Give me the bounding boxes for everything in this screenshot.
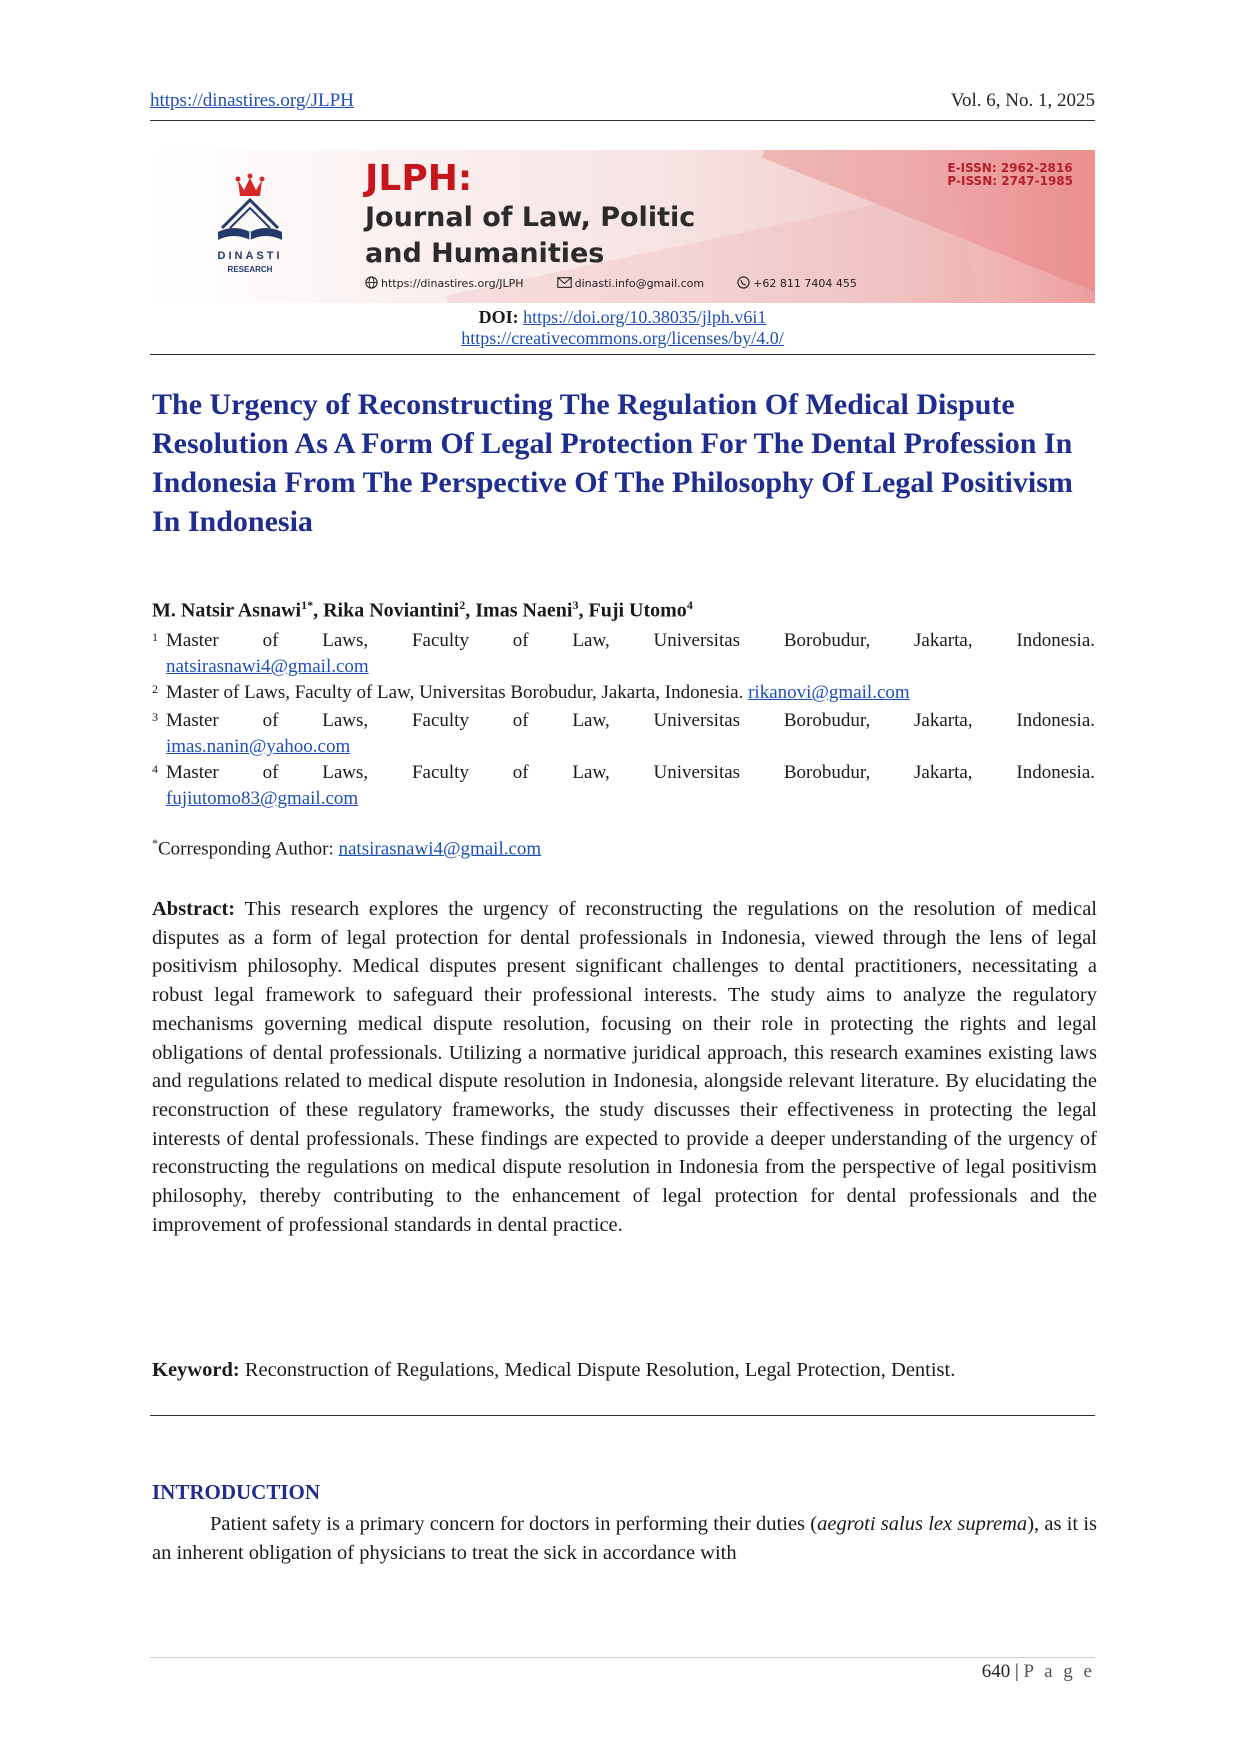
- divider: [150, 1415, 1095, 1416]
- banner-website: https://dinastires.org/JLPH: [381, 277, 524, 290]
- keywords: [152, 1356, 1097, 1385]
- footer-separator: |: [1014, 1661, 1019, 1682]
- journal-banner: [150, 150, 1095, 303]
- affiliation-email[interactable]: rikanovi@gmail.com: [748, 682, 910, 703]
- author-sup: 2: [459, 598, 466, 612]
- intro-text: Patient safety is a primary concern for doctors in performing their duties (: [210, 1513, 818, 1535]
- volume-info: Vol. 6, No. 1, 2025: [950, 90, 1095, 111]
- affiliation-number: 3: [152, 710, 158, 724]
- affiliation-number: 2: [152, 682, 158, 696]
- journal-abbreviation: JLPH:: [365, 158, 473, 199]
- page-number: 640: [981, 1661, 1011, 1682]
- doi-label: DOI:: [478, 307, 519, 327]
- abstract-text: This research explores the urgency of reconstructing the regulations on the resolution of medical disputes as a form of legal protection for dental professionals in Indonesia, viewed through the lens of legal positivism philosophy. Medical disputes present significant challenges to dental practitioners, necessitating a robust legal framework to safeguard their professional interests. The study aims to analyze the regulatory mechanisms governing medical dispute resolution, focusing on their role in protecting the rights and legal obligations of dental professionals. Utilizing a normative juridical approach, this research examines existing laws and regulations related to medical dispute resolution in Indonesia, alongside relevant literature. By elucidating the reconstruction of these regulatory frameworks, the study discusses their effectiveness in protecting the legal interests of dental professionals. These findings are expected to provide a deeper understanding of the urgency of reconstructing the regulations on medical dispute resolution in Indonesia from the perspective of legal positivism philosophy, thereby contributing to the enhancement of legal protection for dental professionals and the improvement of professional standards in dental practice.: [152, 898, 1097, 1236]
- author-name: Fuji Utomo: [588, 599, 687, 622]
- dinasti-logo: [200, 170, 300, 280]
- footer-divider: [150, 1657, 1095, 1658]
- author-name: M. Natsir Asnawi: [152, 599, 302, 622]
- author-sup: 4: [686, 598, 693, 612]
- e-issn: E-ISSN: 2962-2816: [947, 161, 1073, 175]
- corresponding-email[interactable]: natsirasnawi4@gmail.com: [338, 838, 542, 860]
- author-name: Imas Naeni: [475, 599, 573, 622]
- paper-title: The Urgency of Reconstructing The Regulation Of Medical Dispute Resolution As A Form Of Legal Protection For The Dental Profession In Indonesia From The Perspective Of The Philosophy Of Legal Positivism In Indonesia: [152, 388, 1073, 538]
- affiliation-text: Master of Laws, Faculty of Law, Universitas Borobudur, Jakarta, Indonesia.: [166, 762, 1095, 783]
- author-sup: 1*: [301, 598, 314, 612]
- running-header: [150, 90, 1095, 121]
- author-name: Rika Noviantini: [323, 599, 460, 622]
- affiliation-text: Master of Laws, Faculty of Law, Universitas Borobudur, Jakarta, Indonesia.: [166, 710, 1095, 731]
- affiliation-email[interactable]: imas.nanin@yahoo.com: [166, 736, 351, 757]
- banner-phone: +62 811 7404 455: [753, 277, 857, 290]
- author-list: M. Natsir Asnawi$^{1*}$, Rika Noviantini$^2$, Imas Naeni$^3$, Fuji Utomo$^4$: [152, 598, 693, 622]
- mail-icon: [557, 277, 572, 291]
- section-heading: INTRODUCTION: [152, 1480, 321, 1504]
- abstract: [152, 895, 1097, 1239]
- affiliation-email[interactable]: natsirasnawi4@gmail.com: [166, 656, 369, 677]
- corresponding-author: [152, 836, 541, 860]
- corresponding-label: Corresponding Author:: [158, 838, 334, 860]
- license-link[interactable]: https://creativecommons.org/licenses/by/4.0/: [461, 328, 784, 348]
- intro-text: ), as it is an inherent obligation of physicians to treat the sick in accordance with: [152, 1513, 1098, 1564]
- keyword-label: Keyword:: [152, 1359, 240, 1381]
- introduction-paragraph: [152, 1510, 1097, 1567]
- doi-link[interactable]: https://doi.org/10.38035/jlph.v6i1: [523, 307, 767, 327]
- journal-name-line1: Journal of Law, Politic: [365, 202, 696, 233]
- affiliation-number: 4: [152, 762, 158, 776]
- keyword-text: Reconstruction of Regulations, Medical Dispute Resolution, Legal Protection, Dentist.: [244, 1359, 956, 1381]
- intro-italic: aegroti salus lex suprema: [817, 1513, 1028, 1535]
- divider: [150, 354, 1095, 355]
- journal-url-link[interactable]: https://dinastires.org/JLPH: [150, 90, 354, 111]
- affiliation-3: [152, 708, 1095, 760]
- logo-subtitle: RESEARCH: [227, 265, 273, 274]
- crown-book-logo-icon: [200, 170, 300, 250]
- affiliation-1: [152, 628, 1095, 680]
- affiliation-text: Master of Laws, Faculty of Law, Universitas Borobudur, Jakarta, Indonesia.: [166, 630, 1095, 651]
- page-label: P a g e: [1023, 1661, 1095, 1682]
- p-issn: P-ISSN: 2747-1985: [947, 174, 1073, 188]
- banner-email: dinasti.info@gmail.com: [574, 277, 705, 290]
- affiliation-4: [152, 760, 1095, 812]
- journal-name-line2: and Humanities: [365, 238, 605, 269]
- doi-block: [150, 307, 1095, 349]
- abstract-label: Abstract:: [152, 898, 236, 920]
- page-footer: [982, 1661, 1095, 1683]
- globe-icon: [365, 276, 378, 292]
- author-sup: 3: [572, 598, 579, 612]
- affiliation-2: [152, 680, 1095, 706]
- contact-row: [365, 276, 857, 292]
- whatsapp-icon: [737, 276, 750, 292]
- issn-block: [947, 162, 1073, 188]
- logo-name: DINASTI: [217, 250, 283, 262]
- affiliation-number: 1: [152, 630, 158, 644]
- affiliation-text: Master of Laws, Faculty of Law, Universitas Borobudur, Jakarta, Indonesia.: [166, 682, 744, 703]
- affiliation-email[interactable]: fujiutomo83@gmail.com: [166, 788, 359, 809]
- corresponding-marker: *: [152, 836, 158, 850]
